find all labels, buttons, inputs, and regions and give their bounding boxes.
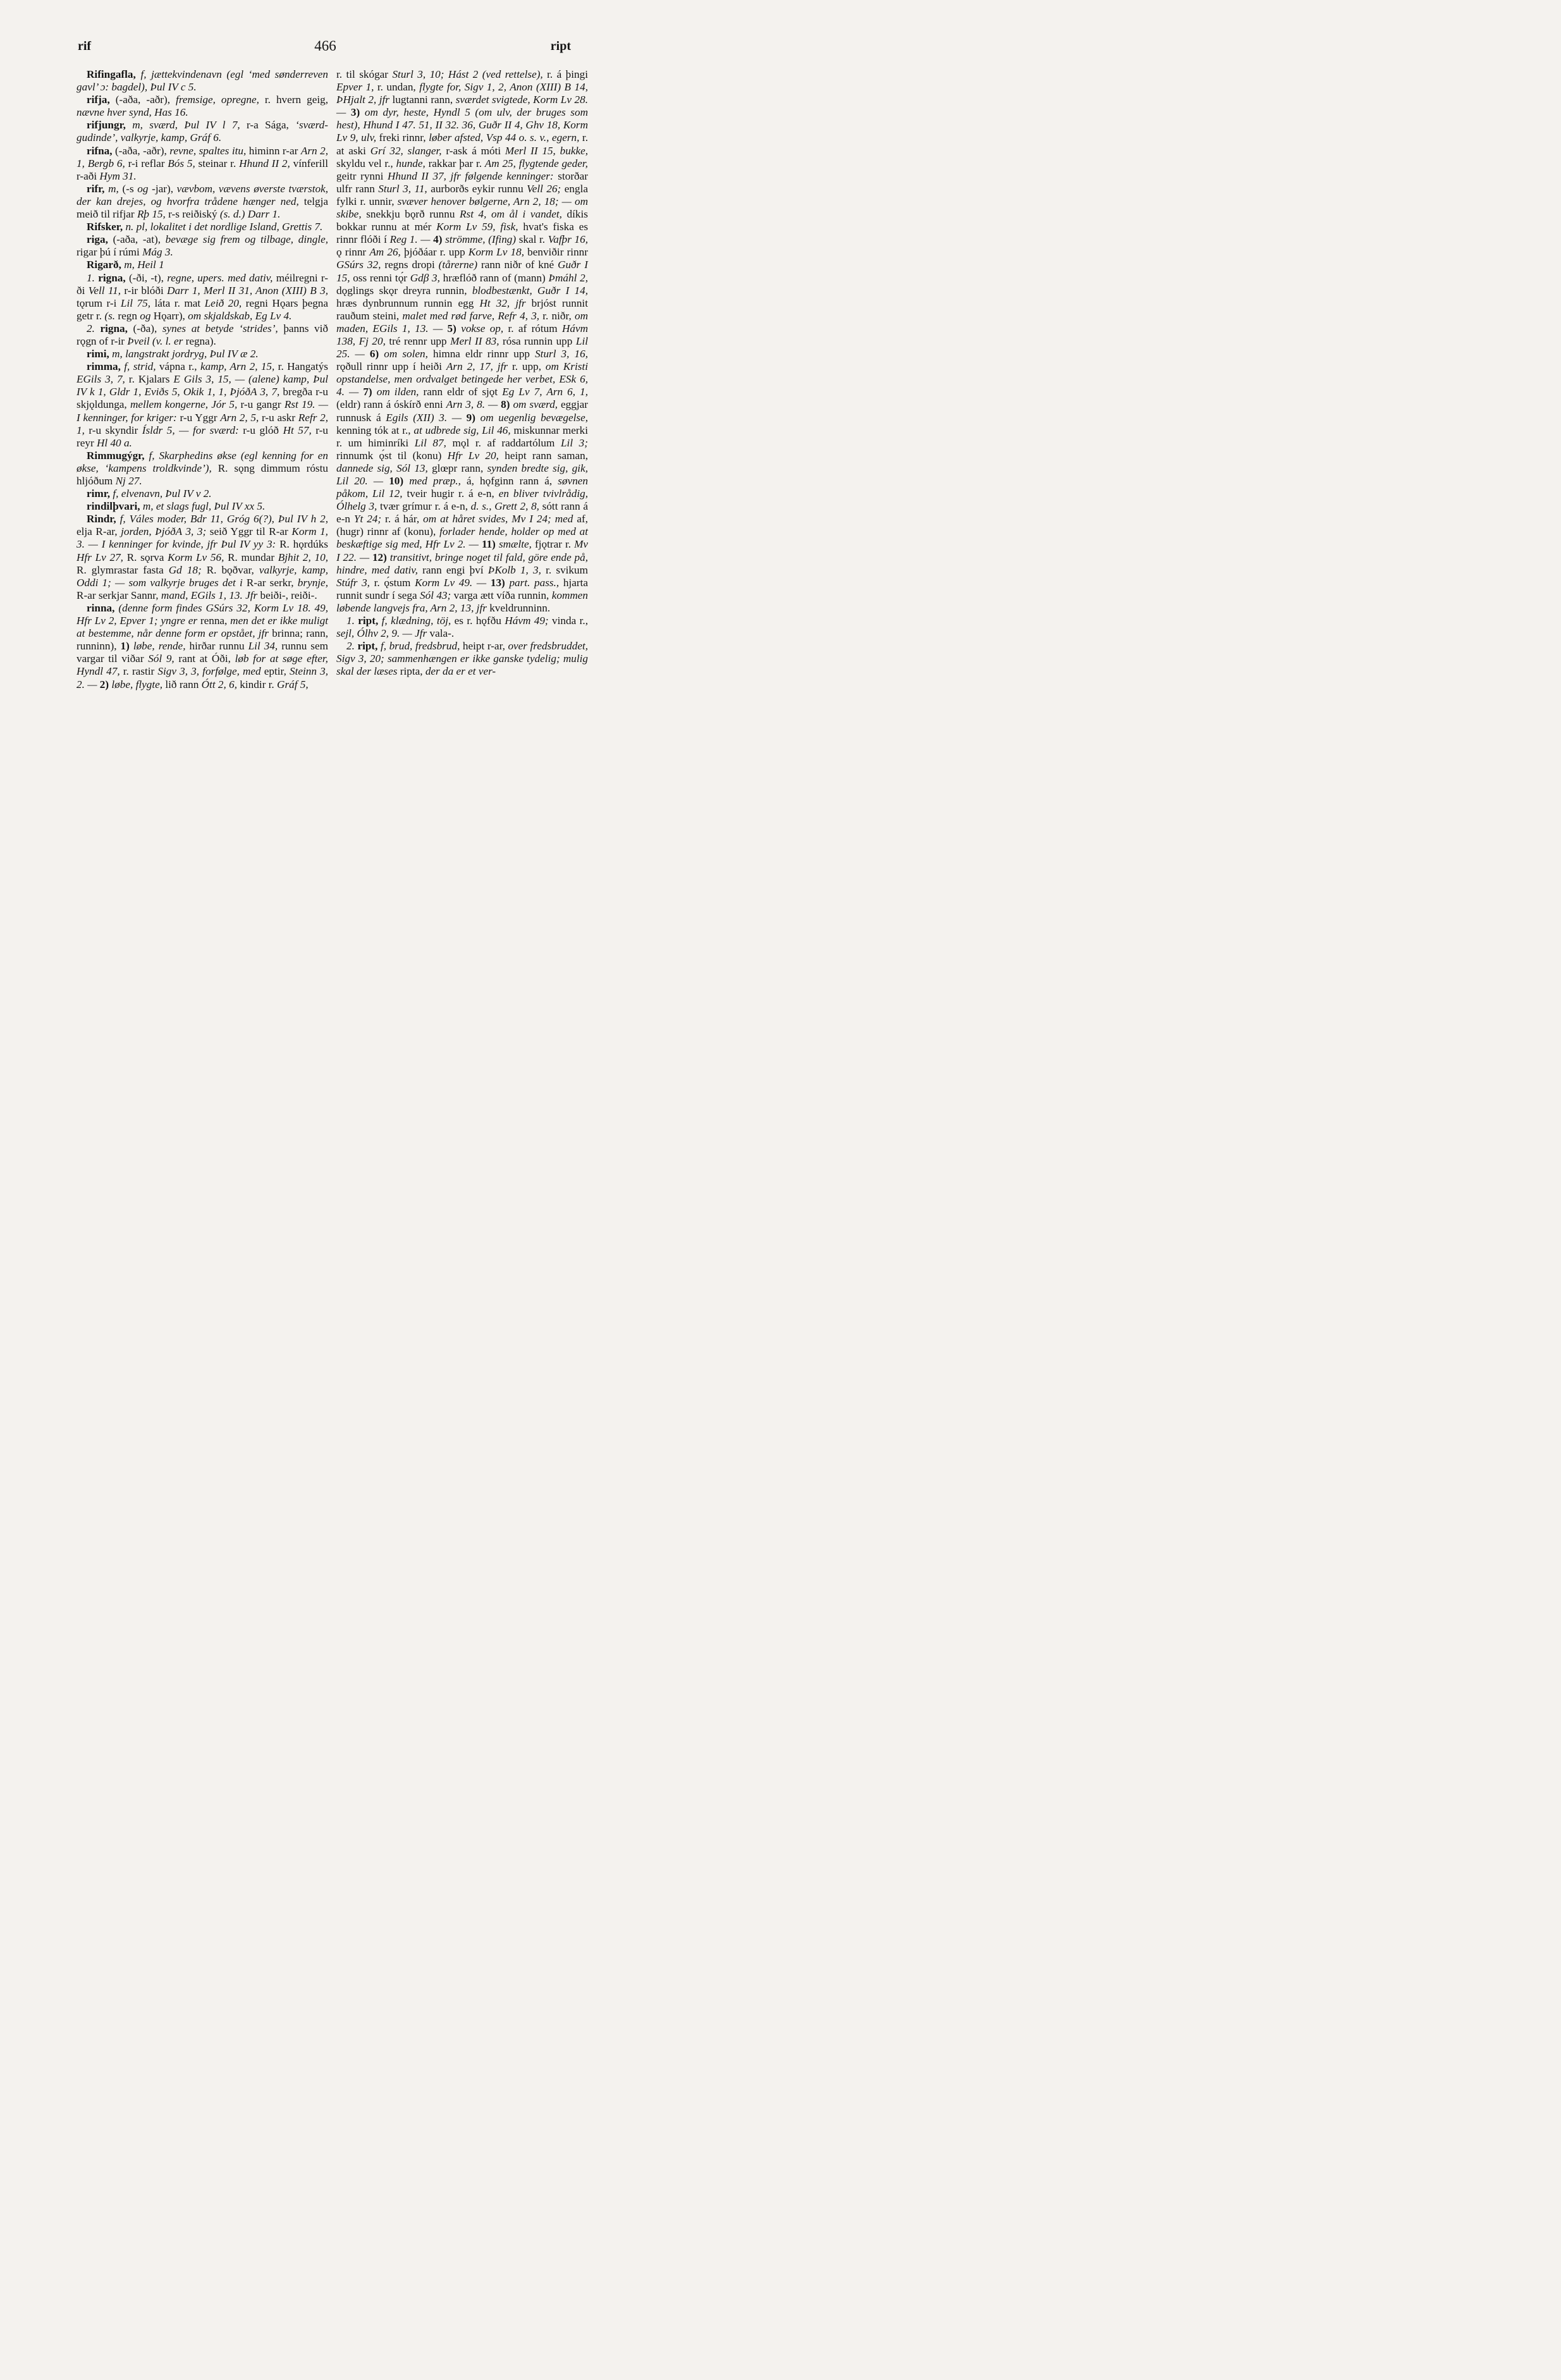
dictionary-entry: rindilþvari, m, et slags fugl, Þul IV xx 5. [87, 500, 266, 513]
dictionary-entry: rifna, (-aða, -aðr), revne, spaltes itu, himinn r-ar Arn 2, 1, Bergb 6, r-i reflar Bós 5, steinar r. Hhund II 2, vínferill r-aði Hym 31. [77, 144, 329, 182]
left-column [77, 68, 328, 691]
dictionary-entry: rimr, f, elvenavn, Þul IV v 2. [87, 488, 212, 500]
dictionary-entry: 1. rigna, (-ði, -t), regne, upers. med dativ, méilregni r-ði Vell 11, r-ir blóði Darr 1, Merl II 31, Anon (XIII) B 3, tǫrum r-i Lil 75, láta r. mat Leið 20, regni Hǫars þegna getr r. (s. regn og Hǫarr), om skjaldskab, Eg Lv 4. [77, 271, 329, 322]
dictionary-entry: Rindr, f, Váles moder, Bdr 11, Gróg 6(?), Þul IV h 2, elja R-ar, jorden, ÞjóðA 3, 3; seið Yggr til R-ar Korm 1, 3. — I kenninger for kvinde, jfr Þul IV yy 3: R. hǫrdúks Hfr Lv 27, R. sǫrva Korm Lv 56, R. mundar Bjhit 2, 10, R. glymrastar fasta Gd 18; R. bǫðvar, valkyrje, kamp, Oddi 1; — som valkyrje bruges det i R-ar serkr, brynje, R-ar serkjar Sannr, mand, EGils 1, 13. Jfr beiði-, reiði-. [77, 513, 329, 601]
dictionary-entry: rimma, f, strid, vápna r., kamp, Arn 2, 15, r. Hangatýs EGils 3, 7, r. Kjalars E Gils 3, 15, — (alene) kamp, Þul IV k 1, Gldr 1, Eviðs 5, Okik 1, 1, ÞjóðA 3, 7, bregða r-u skjǫldunga, mellem kongerne, Jór 5, r-u gangr Rst 19. — I kenninger, for kriger: r-u Yggr Arn 2, 5, r-u askr Refr 2, 1, r-u skyndir Ísldr 5, — for sværd: r-u glóð Ht 57, r-u reyr Hl 40 a. [77, 360, 328, 449]
dictionary-entry: rimi, m, langstrakt jordryg, Þul IV æ 2. [87, 348, 259, 360]
dictionary-entry: Rifsker, n. pl, lokalitet i det nordlige Island, Grettis 7. [87, 221, 323, 233]
dictionary-entry: Rimmugýgr, f, Skarphedins økse (egl kenning for en økse, ‘kampens troldkvinde’), R. sǫng dimmum róstu hljóðum Nj 27. [77, 449, 329, 487]
dictionary-entry: rifr, m, (-s og -jar), vævbom, vævens øverste tværstok, der kan drejes, og hvorfra trådene hænger ned, telgja meið til rifjar Rþ 15, r-s reiðiský (s. d.) Darr 1. [77, 182, 329, 221]
running-head-right: ript [550, 39, 571, 53]
dictionary-entry: 2. ript, f, brud, fredsbrud, heipt r-ar, over fredsbruddet, Sigv 3, 20; sammenhængen er ikke ganske tydelig; mulig skal der læses ripta, der da er et ver- [336, 640, 589, 678]
dictionary-entry: riga, (-aða, -at), bevæge sig frem og tilbage, dingle, rigar þú í rúmi Mág 3. [77, 233, 328, 259]
dictionary-entry: rifjungr, m, sværd, Þul IV l 7, r-a Sága, ‘sværd-gudinde’, valkyrje, kamp, Gráf 6. [77, 119, 328, 144]
dictionary-entry: rifja, (-aða, -aðr), fremsige, opregne, r. hvern geig, nævne hver synd, Has 16. [77, 94, 328, 119]
running-head-left: rif [78, 39, 92, 53]
dictionary-entry: 1. ript, f, klædning, töj, es r. hǫfðu Hávm 49; vinda r., sejl, Ólhv 2, 9. — Jfr vala-. [336, 615, 589, 640]
dictionary-entry: r. til skógar Sturl 3, 10; Hást 2 (ved rettelse), r. á þingi Epver 1, r. undan, flygte for, Sigv 1, 2, Anon (XIII) B 14, ÞHjalt 2, jfr lugtanni rann, sværdet svigtede, Korm Lv 28. — 3) om dyr, heste, Hyndl 5 (om ulv, der bruges som hest), Hhund I 47. 51, II 32. 36, Guðr II 4, Ghv 18, Korm Lv 9, ulv, freki rinnr, løber afsted, Vsp 44 o. s. v., egern, r. at aski Grí 32, slanger, r-ask á móti Merl II 15, bukke, skyldu vel r., hunde, rakkar þar r. Am 25, flygtende geder, geitr rynni Hhund II 37, jfr følgende kenninger: storðar ulfr rann Sturl 3, 11, aurborðs eykir runnu Vell 26; engla fylki r. unnir, svæver henover bølgerne, Arn 2, 18; — om skibe, snekkju bǫrð runnu Rst 4, om ål i vandet, díkis bokkar runnu at mér Korm Lv 59, fisk, hvat's fiska es rinnr flóði í Reg 1. — 4) strömme, (Ifing) skal r. Vafþr 16, ǫ rinnr Am 26, þjóðáar r. upp Korm Lv 18, benviðir rinnr GSúrs 32, regns dropi (tårerne) rann niðr of kné Guðr I 15, oss renni tǫ́r Gdβ 3, hræflóð rann of (mann) Þmáhl 2, dǫglings skǫr dreyra runnin, blodbestænkt, Guðr I 14, hræs dynbrunnum runnin egg Ht 32, jfr brjóst runnit rauðum steini, malet med rød farve, Refr 4, 3, r. niðr, om maden, EGils 1, 13. — 5) vokse op, r. af rótum Hávm 138, Fj 20, tré rennr upp Merl II 83, rósa runnin upp Lil 25. — 6) om solen, himna eldr rinnr upp Sturl 3, 16, rǫðull rinnr upp í heiði Arn 2, 17, jfr r. upp, om Kristi opstandelse, men ordvalget betingede her verbet, ESk 6, 4. — 7) om ilden, rann eldr of sjǫt Eg Lv 7, Arn 6, 1, (eldr) rann á óskírð enni Arn 3, 8. — 8) om sværd, eggjar runnusk á Egils (XII) 3. — 9) om uegenlig bevægelse, kenning tók at r., at udbrede sig, Lil 46, miskunnar merki r. um himinríki Lil 87, mǫl r. af raddartólum Lil 3; rinnumk ǫ́st til (konu) Hfr Lv 20, heipt rann saman, dannede sig, Sól 13, glœpr rann, synden bredte sig, gik, Lil 20. — 10) med præp., á, hǫfginn rann á, søvnen påkom, Lil 12, tveir hugir r. á e-n, en bliver tvivlrådig, Ólhelg 3, tvær grímur r. á e-n, d. s., Grett 2, 8, sótt rann á e-n Yt 24; r. á hár, om at håret svides, Mv I 24; med af, (hugr) rinnr af (konu), forlader hende, holder op med at beskæftige sig med, Hfr Lv 2. — 11) smælte, fjǫtrar r. Mv I 22. — 12) transitivt, bringe noget til fald, göre ende på, hindre, med dativ, rann engi því ÞKolb 1, 3, r. svikum Stúfr 3, r. ǫ́stum Korm Lv 49. — 13) part. pass., hjarta runnit sundr í sega Sól 43; varga ætt víða runnin, kommen løbende langvejs fra, Arn 2, 13, jfr kveldrunninn. [336, 68, 589, 614]
dictionary-entry: 2. rigna, (-ða), synes at betyde ‘strides’, þanns við rǫgn of r-ir Þveil (v. l. er regna). [77, 322, 328, 347]
dictionary-entry: rinna, (denne form findes GSúrs 32, Korm Lv 18. 49, Hfr Lv 2, Epver 1; yngre er renna, men det er ikke muligt at bestemme, når denne form er opstået, jfr brinna; rann, runninn), 1) løbe, rende, hirðar runnu Lil 34, runnu sem vargar til viðar Sól 9, rant at Óði, løb for at søge efter, Hyndl 47, r. rastir Sigv 3, 3, forfølge, med eptir, Steinn 3, 2. — 2) løbe, flygte, lið rann Ótt 2, 6, kindir r. Gráf 5, [77, 601, 329, 690]
dictionary-entry: Rigarð, m, Heil 1 [87, 259, 164, 271]
page-number: 466 [314, 38, 336, 54]
right-column [336, 68, 588, 678]
dictionary-entry: Rifingafla, f, jættekvindenavn (egl ‘med sønderreven gavl’ ɔ: bagdel), Þul IV c 5. [77, 68, 328, 94]
dictionary-page [0, 0, 651, 991]
